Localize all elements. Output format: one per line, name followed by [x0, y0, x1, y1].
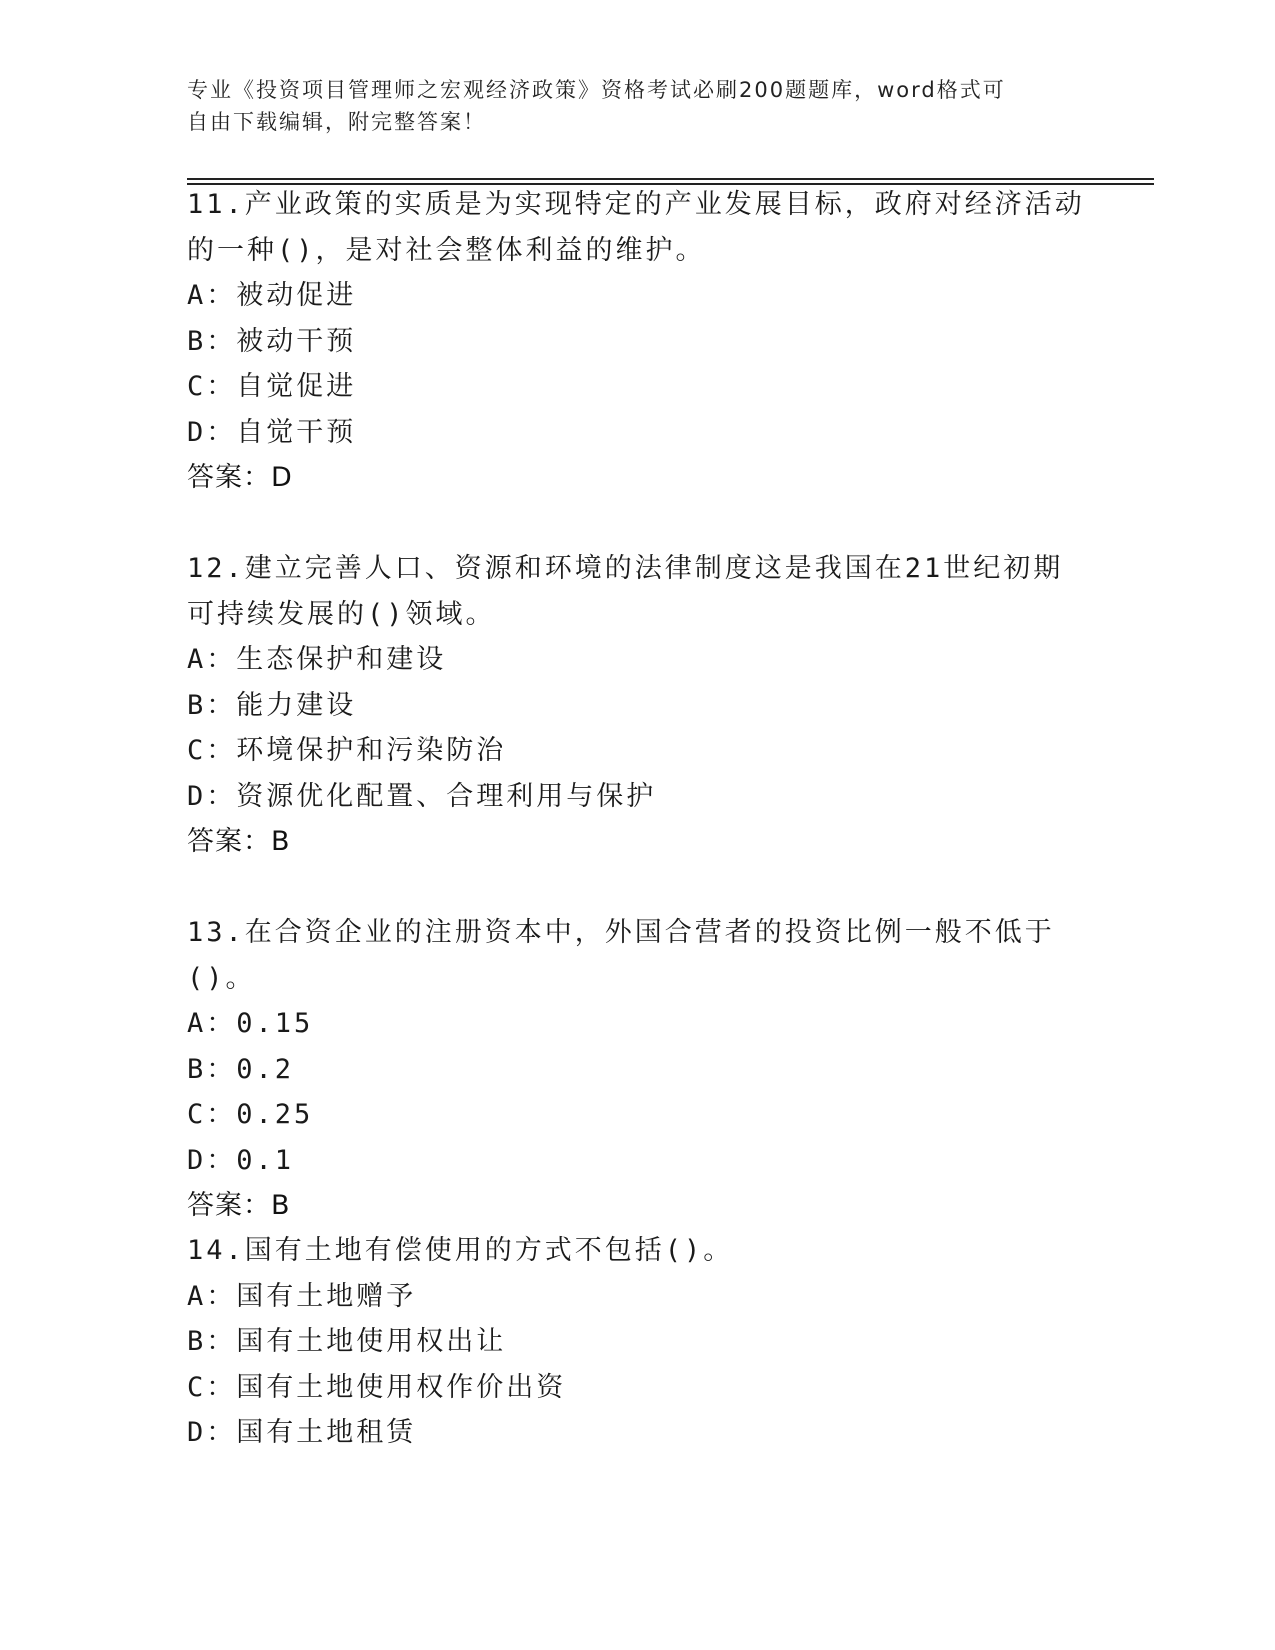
- header-line-1: 专业《投资项目管理师之宏观经济政策》资格考试必刷200题题库，word格式可: [187, 78, 1006, 102]
- question-14: [187, 1228, 1087, 1456]
- option-b: B：国有土地使用权出让: [187, 1326, 507, 1357]
- option-b: B：能力建设: [187, 689, 357, 721]
- option-b: B：被动干预: [187, 325, 357, 357]
- question-stem: 11.产业政策的实质是为实现特定的产业发展目标，政府对经济活动的一种()，是对社会整体利益的维护。: [187, 189, 1085, 266]
- question-stem: 12.建立完善人口、资源和环境的法律制度这是我国在21世纪初期可持续发展的()领域。: [187, 553, 1064, 630]
- option-a: A：国有土地赠予: [187, 1280, 417, 1312]
- header-divider-top: [187, 178, 1154, 180]
- option-d: D：自觉干预: [187, 416, 357, 448]
- question-13: [187, 910, 1087, 1229]
- answer: 答案：B: [187, 826, 291, 857]
- option-c: C：自觉促进: [187, 371, 357, 402]
- option-a: A：被动促进: [187, 280, 357, 311]
- option-d: D：资源优化配置、合理利用与保护: [187, 780, 657, 812]
- question-11: [187, 182, 1087, 501]
- question-stem: 13.在合资企业的注册资本中，外国合营者的投资比例一般不低于()。: [187, 917, 1055, 994]
- option-a: A：生态保护和建设: [187, 644, 447, 675]
- option-c: C：0.25: [187, 1099, 314, 1130]
- option-b: B：0.2: [187, 1053, 295, 1085]
- header-line-2: 自由下载编辑，附完整答案！: [187, 110, 486, 134]
- document-header: [187, 74, 1067, 138]
- option-c: C：国有土地使用权作价出资: [187, 1371, 567, 1403]
- option-c: C：环境保护和污染防治: [187, 735, 507, 766]
- option-d: D：国有土地租赁: [187, 1417, 417, 1448]
- answer: 答案：D: [187, 462, 293, 493]
- option-a: A：0.15: [187, 1008, 314, 1039]
- answer: 答案：B: [187, 1190, 291, 1221]
- question-12: [187, 546, 1087, 865]
- question-stem: 14.国有土地有偿使用的方式不包括()。: [187, 1235, 734, 1266]
- option-d: D：0.1: [187, 1144, 295, 1176]
